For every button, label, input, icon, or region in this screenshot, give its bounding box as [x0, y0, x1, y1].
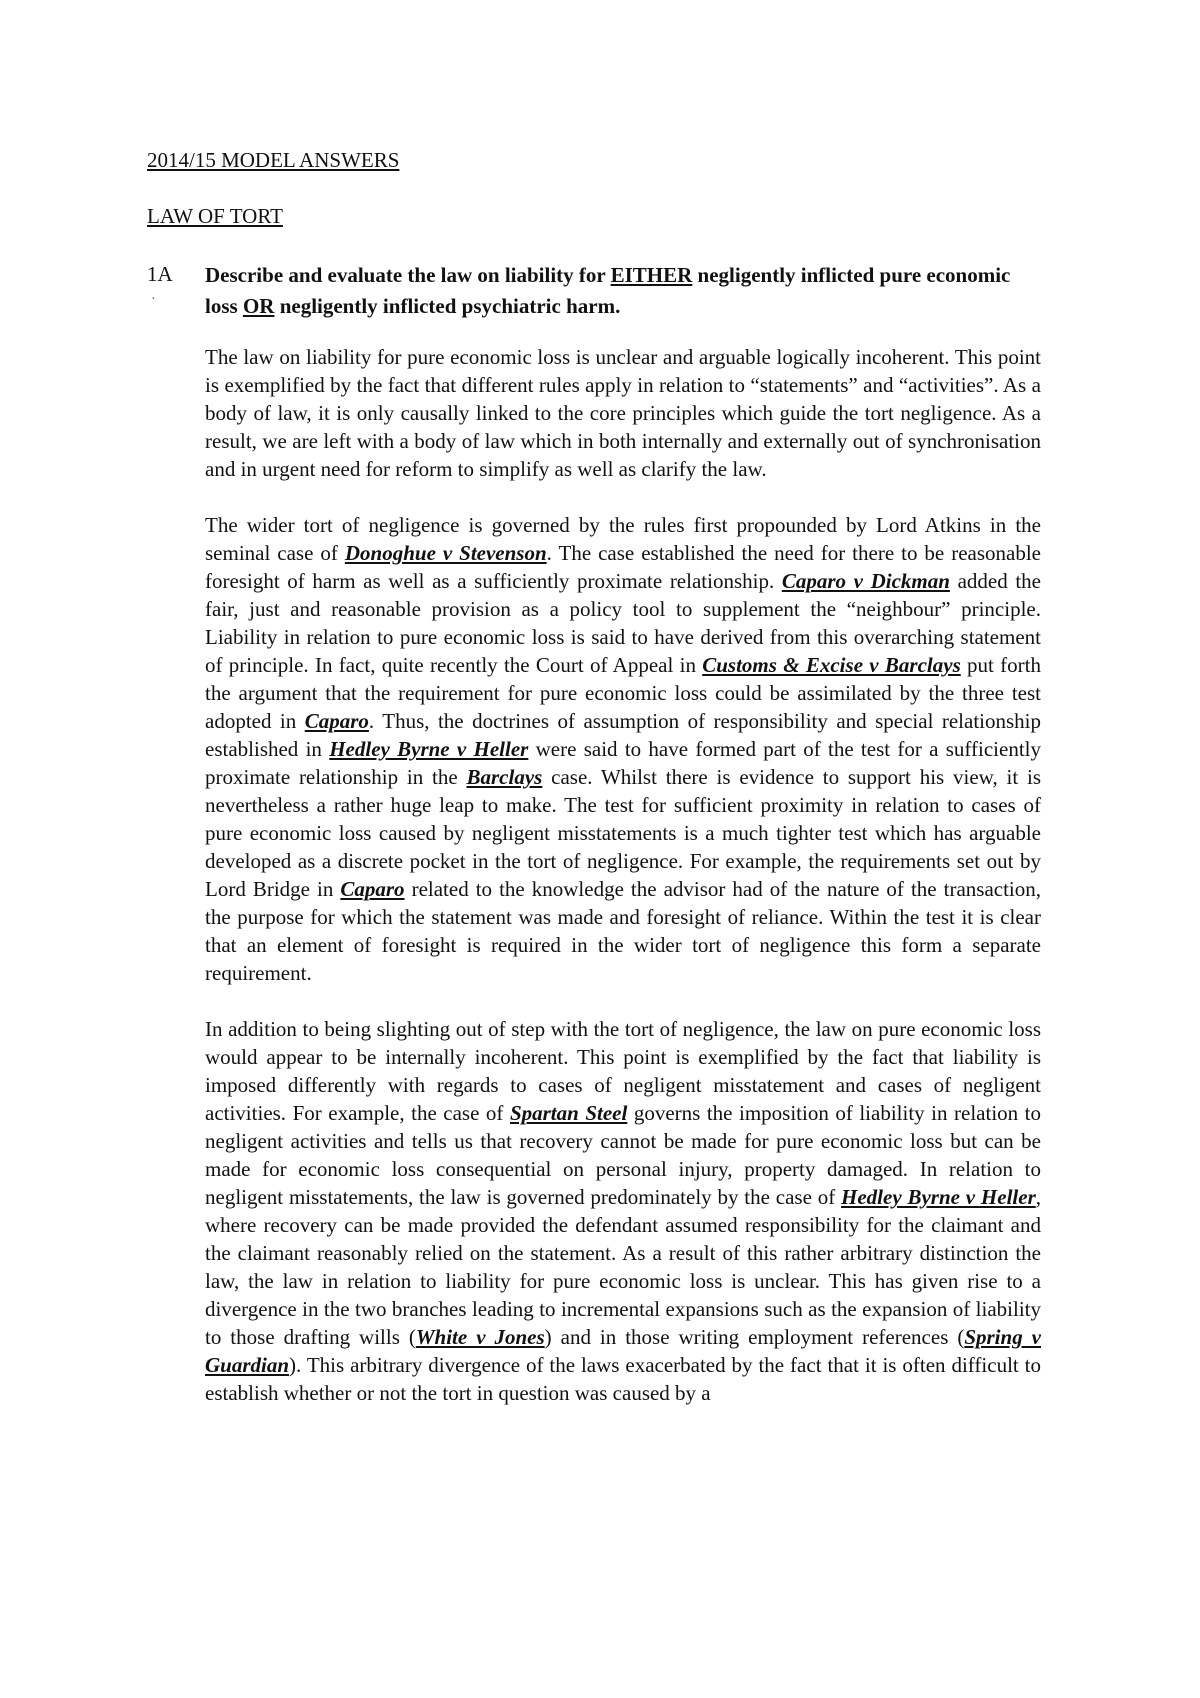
case-citation: Spring v Guardian: [205, 1325, 1041, 1377]
case-citation: Hedley Byrne v Heller: [329, 737, 529, 761]
question-or: OR: [242, 294, 275, 318]
paragraph-text: ). This arbitrary divergence of the laws exacerbated by the fact that it is often difficult to establish whether or not the tort in question was caused by a: [205, 1353, 1041, 1405]
paragraph-1: The law on liability for pure economic loss is unclear and arguable logically incoherent. This point is exemplified by the fact that different rules apply in relation to “statements” and “activities”. As a body of law, it is only causally linked to the core principles which guide the tort negligence. As a result, we are left with a body of law which in both internally and externally out of synchronisation and in urgent need for reform to simplify as well as clarify the law.: [205, 345, 1041, 481]
question-part-1: Describe and evaluate the law on liability for: [205, 263, 611, 287]
case-citation: Spartan Steel: [509, 1101, 628, 1125]
paragraph-3: [205, 1015, 1041, 1407]
case-citation: Caparo v Dickman: [781, 569, 950, 593]
case-citation: Caparo: [340, 877, 405, 901]
paragraph-2: [205, 511, 1041, 987]
paragraph-text: put forth the argument that the requirement for pure economic loss could be assimilated by the three test adopted in: [205, 653, 1041, 733]
question-part-3: negligently inflicted psychiatric harm.: [274, 294, 621, 318]
paragraph-text: were said to have formed part of the test for a sufficiently proximate relationship in the: [205, 737, 1041, 789]
paragraph-text: . Thus, the doctrines of assumption of responsibility and special relationship established in: [205, 709, 1041, 761]
document-title: 2014/15 MODEL ANSWERS: [147, 148, 400, 172]
paragraph-text: ) and in those writing employment references (: [544, 1325, 965, 1349]
case-citation: Caparo: [304, 709, 369, 733]
paragraph-text: The wider tort of negligence is governed by the rules first propounded by Lord Atkins in the seminal case of: [205, 513, 1041, 565]
paragraph-text: , where recovery can be made provided the defendant assumed responsibility for the claimant and the claimant reasonably relied on the statement. As a result of this rather arbitrary distinction the law, the law in relation to liability for pure economic loss is unclear. This has given rise to a divergence in the two branches leading to incremental expansions such as the expansion of liability to those drafting wills (: [205, 1185, 1041, 1349]
case-citation: Customs & Excise v Barclays: [702, 653, 961, 677]
question-number: 1A: [147, 262, 173, 286]
question-text: [205, 260, 1041, 322]
paragraph-text: governs the imposition of liability in relation to negligent activities and tells us that recovery cannot be made for pure economic loss but can be made for economic loss consequential on personal injury, property damaged. In relation to negligent misstatements, the law is governed predominately by the case of: [205, 1101, 1042, 1209]
paragraph-text: In addition to being slighting out of step with the tort of negligence, the law on pure economic loss would appear to be internally incoherent. This point is exemplified by the fact that liability is imposed differently with regards to cases of negligent misstatement and cases of negligent activities. For example, the case of: [205, 1017, 1041, 1125]
paragraph-text: related to the knowledge the advisor had of the nature of the transaction, the purpose for which the statement was made and foresight of reliance. Within the test it is clear that an element of foresight is required in the wider tort of negligence this form a separate requirement.: [205, 877, 1042, 985]
answer-body: [205, 343, 1041, 1435]
question-either: EITHER: [610, 263, 693, 287]
paragraph-text: . The case established the need for there to be reasonable foresight of harm as well as a sufficiently proximate relationship.: [205, 541, 1041, 593]
paragraph-text: added the fair, just and reasonable provision as a policy tool to supplement the “neighbour” principle. Liability in relation to pure economic loss is said to have derived from this overarching statement of principle. In fact, quite recently the Court of Appeal in: [205, 569, 1041, 677]
question-marker: ·: [151, 292, 156, 307]
case-citation: Hedley Byrne v Heller: [841, 1185, 1036, 1209]
case-citation: White v Jones: [415, 1325, 545, 1349]
paragraph-text: case. Whilst there is evidence to support his view, it is nevertheless a rather huge leap to make. The test for sufficient proximity in relation to cases of pure economic loss caused by negligent misstatements is a much tighter test which has arguable developed as a discrete pocket in the tort of negligence. For example, the requirements set out by Lord Bridge in: [205, 765, 1041, 901]
case-citation: Barclays: [466, 765, 543, 789]
question-part-2: negligently inflicted pure economic loss: [205, 263, 1011, 318]
case-citation: Donoghue v Stevenson: [344, 541, 547, 565]
subject-heading: LAW OF TORT: [147, 204, 283, 228]
